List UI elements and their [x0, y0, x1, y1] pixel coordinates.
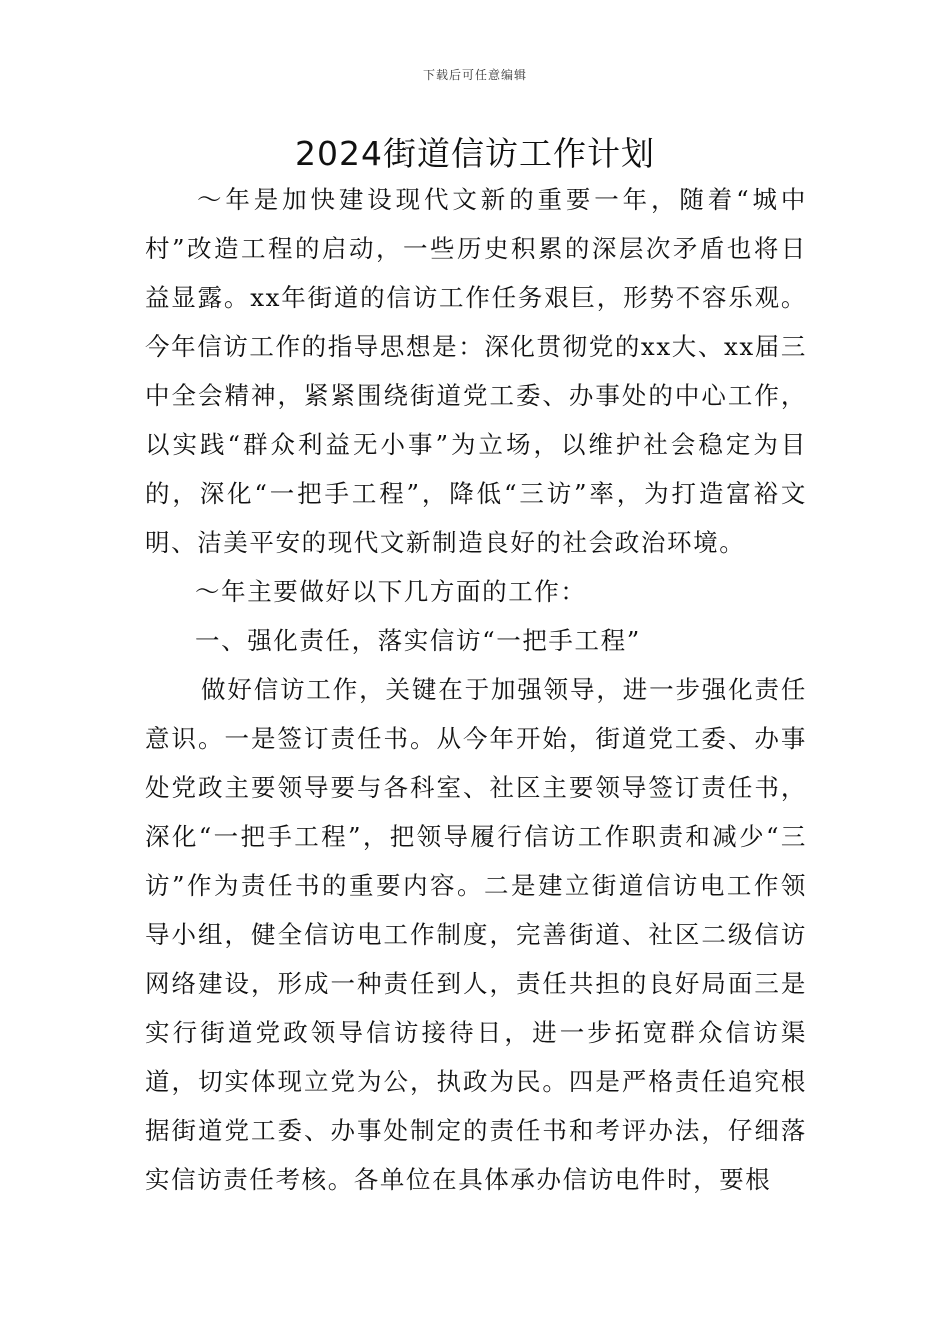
document-title: 2024街道信访工作计划 [295, 134, 655, 173]
paragraph-intro: ～年是加快建设现代文新的重要一年，随着“城中村”改造工程的启动，一些历史积累的深层次矛盾也将日益显露。xx年街道的信访工作任务艰巨，形势不容乐观。今年信访工作的指导思想是：深化贯彻党的xx大、xx届三中全会精神，紧紧围绕街道党工委、办事处的中心工作，以实践“群众利益无小事”为立场，以维护社会稳定为目的，深化“一把手工程”，降低“三访”率，为打造富裕文明、洁美平安的现代文新制造良好的社会政治环境。 [145, 185, 807, 557]
paragraph-section-1: 做好信访工作，关键在于加强领导，进一步强化责任意识。一是签订责任书。从今年开始，街道党工委、办事处党政主要领导要与各科室、社区主要领导签订责任书，深化“一把手工程”，把领导履行信访工作职责和减少“三访”作为责任书的重要内容。二是建立街道信访电工作领导小组，健全信访电工作制度，完善街道、社区二级信访网络建设，形成一种责任到人，责任共担的良好局面三是实行街道党政领导信访接待日，进一步拓宽群众信访渠道，切实体现立党为公，执政为民。四是严格责任追究根据街道党工委、办事处制定的责任书和考评办法，仔细落实信访责任考核。各单位在具体承办信访电件时，要根 [145, 675, 807, 1194]
document-body [145, 175, 807, 1204]
header-note: 下载后可任意编辑 [422, 68, 527, 82]
paragraph-overview: ～年主要做好以下几方面的工作： [195, 577, 587, 606]
section-heading-1: 一、强化责任，落实信访“一把手工程” [195, 626, 641, 655]
